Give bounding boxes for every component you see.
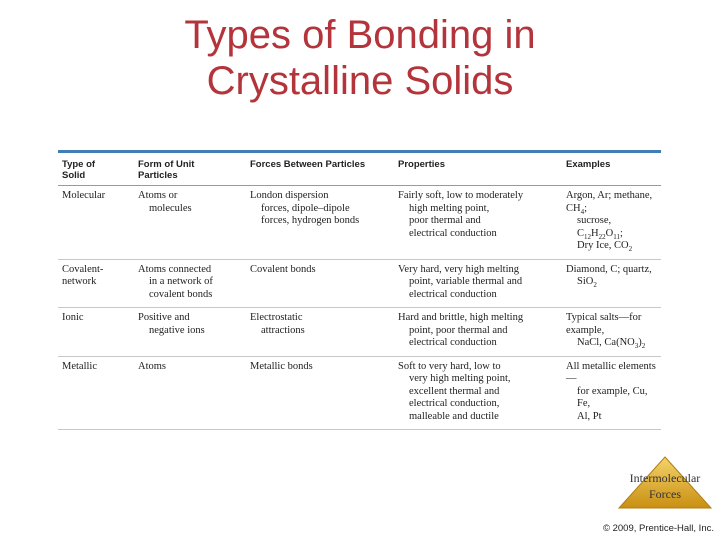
logo-label-line-2: Forces <box>649 487 681 501</box>
cell-line: malleable and ductile <box>409 410 499 422</box>
cell-line: point, poor thermal and <box>409 324 508 336</box>
table-cell-type <box>58 308 134 357</box>
cell-line: Atoms connected <box>138 263 212 275</box>
cell-line: Ionic <box>62 312 84 323</box>
column-header <box>394 153 562 186</box>
column-header-line: Forces Between Particles <box>250 159 366 170</box>
table-body <box>58 186 661 430</box>
table-cell-form <box>134 259 246 308</box>
cell-line: Fairly soft, low to moderately <box>398 190 524 201</box>
table-cell-examples <box>562 308 661 357</box>
cell-line: Metallic <box>62 360 97 372</box>
table-row <box>58 259 661 308</box>
cell-line: poor thermal and <box>409 215 481 226</box>
cell-line: sucrose, $C_{12}H_{22}O_{11}$; <box>577 215 623 241</box>
cell-line: Typical salts—for example, <box>566 312 642 336</box>
table-header-row <box>58 153 661 186</box>
column-header-line: Solid <box>62 170 86 181</box>
table-row <box>58 356 661 430</box>
cell-line: in a network of <box>149 276 213 287</box>
cell-line: attractions <box>261 324 305 336</box>
cell-line: for example, Cu, Fe, <box>577 385 648 409</box>
cell-line: very high melting point, <box>409 373 511 384</box>
table-row <box>58 186 661 260</box>
bonding-table-container <box>58 150 661 430</box>
table-cell-examples <box>562 186 661 260</box>
cell-line: SiO$_2$ <box>577 276 597 290</box>
cell-line: forces, dipole–dipole <box>261 202 350 214</box>
cell-line: electrical conduction <box>409 288 497 300</box>
table-cell-form <box>134 356 246 430</box>
column-header-line: Form of Unit <box>138 159 195 170</box>
column-header-line: Properties <box>398 159 445 170</box>
cell-line: point, variable thermal and <box>409 276 523 287</box>
copyright-notice: © 2009, Prentice-Hall, Inc. <box>602 523 714 534</box>
cell-line: London dispersion <box>250 190 329 201</box>
cell-line: negative ions <box>149 324 205 336</box>
cell-line: Covalent bonds <box>250 263 316 275</box>
cell-line: electrical conduction, <box>409 398 500 409</box>
cell-line: Atoms <box>138 360 167 372</box>
column-header-line: Examples <box>566 159 611 170</box>
cell-line: Al, Pt <box>577 410 602 422</box>
table-cell-properties <box>394 356 562 430</box>
cell-line: covalent bonds <box>149 288 213 300</box>
cell-line: electrical conduction <box>409 337 497 348</box>
cell-line: forces, hydrogen bonds <box>261 215 360 226</box>
cell-line: All metallic elements— <box>566 360 656 384</box>
table-cell-properties <box>394 308 562 357</box>
table-cell-properties <box>394 186 562 260</box>
cell-line: Positive and <box>138 312 190 323</box>
cell-line: Soft to very hard, low to <box>398 360 501 372</box>
cell-line: electrical conduction <box>409 227 497 239</box>
cell-line: excellent thermal and <box>409 385 500 397</box>
column-header-line: Type of <box>62 159 96 170</box>
column-header <box>246 153 394 186</box>
table-cell-forces <box>246 186 394 260</box>
table-cell-type <box>58 356 134 430</box>
slide-title-line-1: Types of Bonding in <box>184 13 536 57</box>
cell-line: Covalent- <box>62 263 104 275</box>
column-header <box>562 153 661 186</box>
cell-line: NaCl, $Ca(NO_3)_2$ <box>577 337 646 351</box>
cell-line: Dry Ice, $CO_2$ <box>577 240 633 254</box>
cell-line: Metallic bonds <box>250 360 313 372</box>
table-cell-type <box>58 259 134 308</box>
column-header <box>134 153 246 186</box>
cell-line: molecules <box>149 202 192 214</box>
cell-line: Hard and brittle, high melting <box>398 312 524 323</box>
table-row <box>58 308 661 357</box>
logo-label-line-1: Intermolecular <box>629 471 701 485</box>
table-cell-examples <box>562 356 661 430</box>
cell-line: Atoms or <box>138 190 178 201</box>
cell-line: network <box>62 276 97 287</box>
table-cell-examples <box>562 259 661 308</box>
table-cell-properties <box>394 259 562 308</box>
bonding-table <box>58 153 661 430</box>
table-cell-form <box>134 186 246 260</box>
table-cell-forces <box>246 259 394 308</box>
column-header-line: Particles <box>138 170 178 181</box>
column-header <box>58 153 134 186</box>
table-cell-form <box>134 308 246 357</box>
cell-line: Molecular <box>62 190 106 201</box>
slide-title-line-2: Crystalline Solids <box>206 59 514 103</box>
cell-line: Diamond, C; quartz, <box>566 263 652 275</box>
table-cell-type <box>58 186 134 260</box>
cell-line: Argon, Ar; methane, $CH_4$; <box>566 190 653 216</box>
logo-label <box>610 470 720 502</box>
table-cell-forces <box>246 308 394 357</box>
slide-title <box>110 12 610 104</box>
cell-line: Very hard, very high melting <box>398 263 520 275</box>
cell-line: Electrostatic <box>250 312 303 323</box>
table-cell-forces <box>246 356 394 430</box>
cell-line: high melting point, <box>409 202 490 214</box>
